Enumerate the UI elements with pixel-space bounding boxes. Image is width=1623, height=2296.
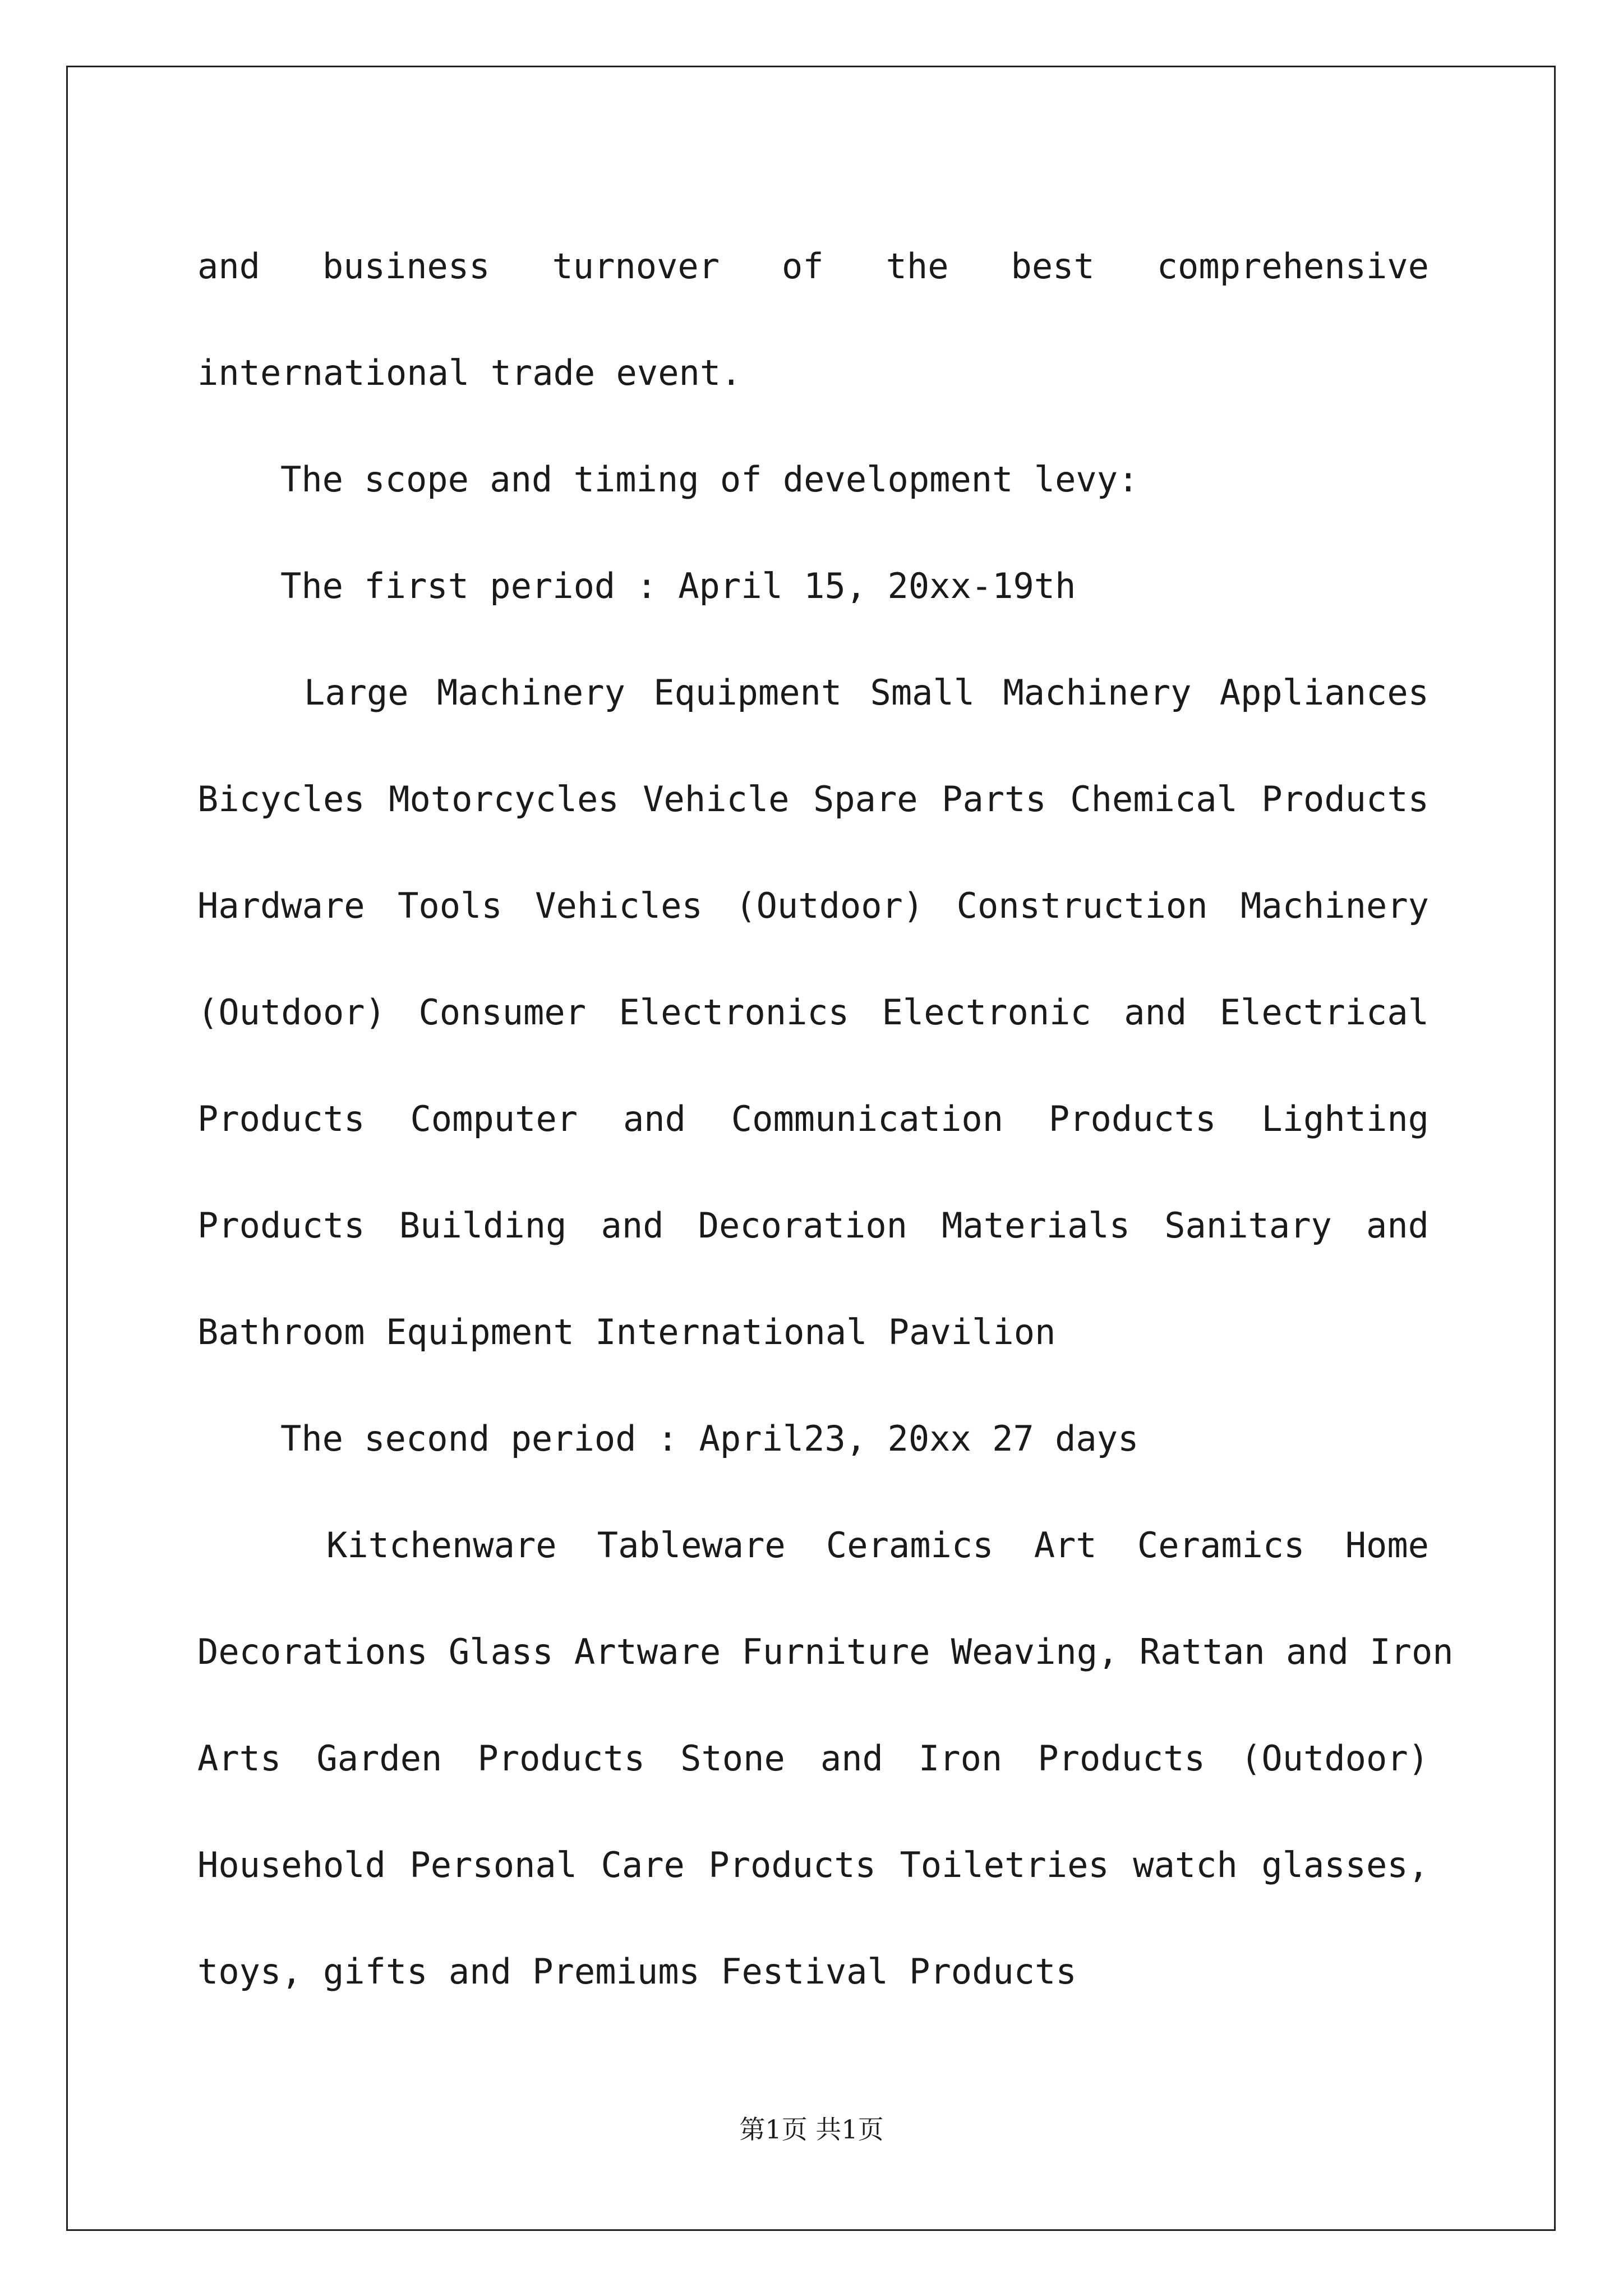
text-line: Bicycles Motorcycles Vehicle Spare Parts Chemical Products (197, 779, 1429, 820)
text-line: Products Computer and Communication Products Lighting (197, 1098, 1429, 1139)
text-line: Household Personal Care Products Toiletries watch glasses, (197, 1844, 1429, 1885)
text-line: The second period : April23, 20xx 27 days (280, 1418, 1139, 1459)
page-number: 第1页 共1页 (739, 2114, 884, 2145)
text-line: Products Building and Decoration Materials Sanitary and (197, 1205, 1429, 1246)
text-line: toys, gifts and Premiums Festival Products (197, 1951, 1077, 1992)
text-line: (Outdoor) Consumer Electronics Electronic and Electrical (197, 992, 1429, 1033)
page-footer (0, 2109, 1623, 2146)
text-line: Bathroom Equipment International Pavilion (197, 1312, 1056, 1352)
text-line: The first period : April 15, 20xx-19th (280, 565, 1076, 606)
text-line: Arts Garden Products Stone and Iron Products (Outdoor) (197, 1738, 1429, 1779)
text-line: and business turnover of the best comprehensive (197, 246, 1429, 287)
text-line: Hardware Tools Vehicles (Outdoor) Construction Machinery (197, 885, 1429, 926)
text-line: The scope and timing of development levy: (280, 459, 1139, 500)
text-line: Kitchenware Tableware Ceramics Art Ceramics Home (326, 1525, 1429, 1566)
text-line: Large Machinery Equipment Small Machinery Appliances (304, 672, 1429, 713)
document-body (197, 213, 1454, 2025)
text-line: international trade event. (197, 352, 742, 393)
text-line: Decorations Glass Artware Furniture Weaving, Rattan and Iron (197, 1631, 1454, 1672)
